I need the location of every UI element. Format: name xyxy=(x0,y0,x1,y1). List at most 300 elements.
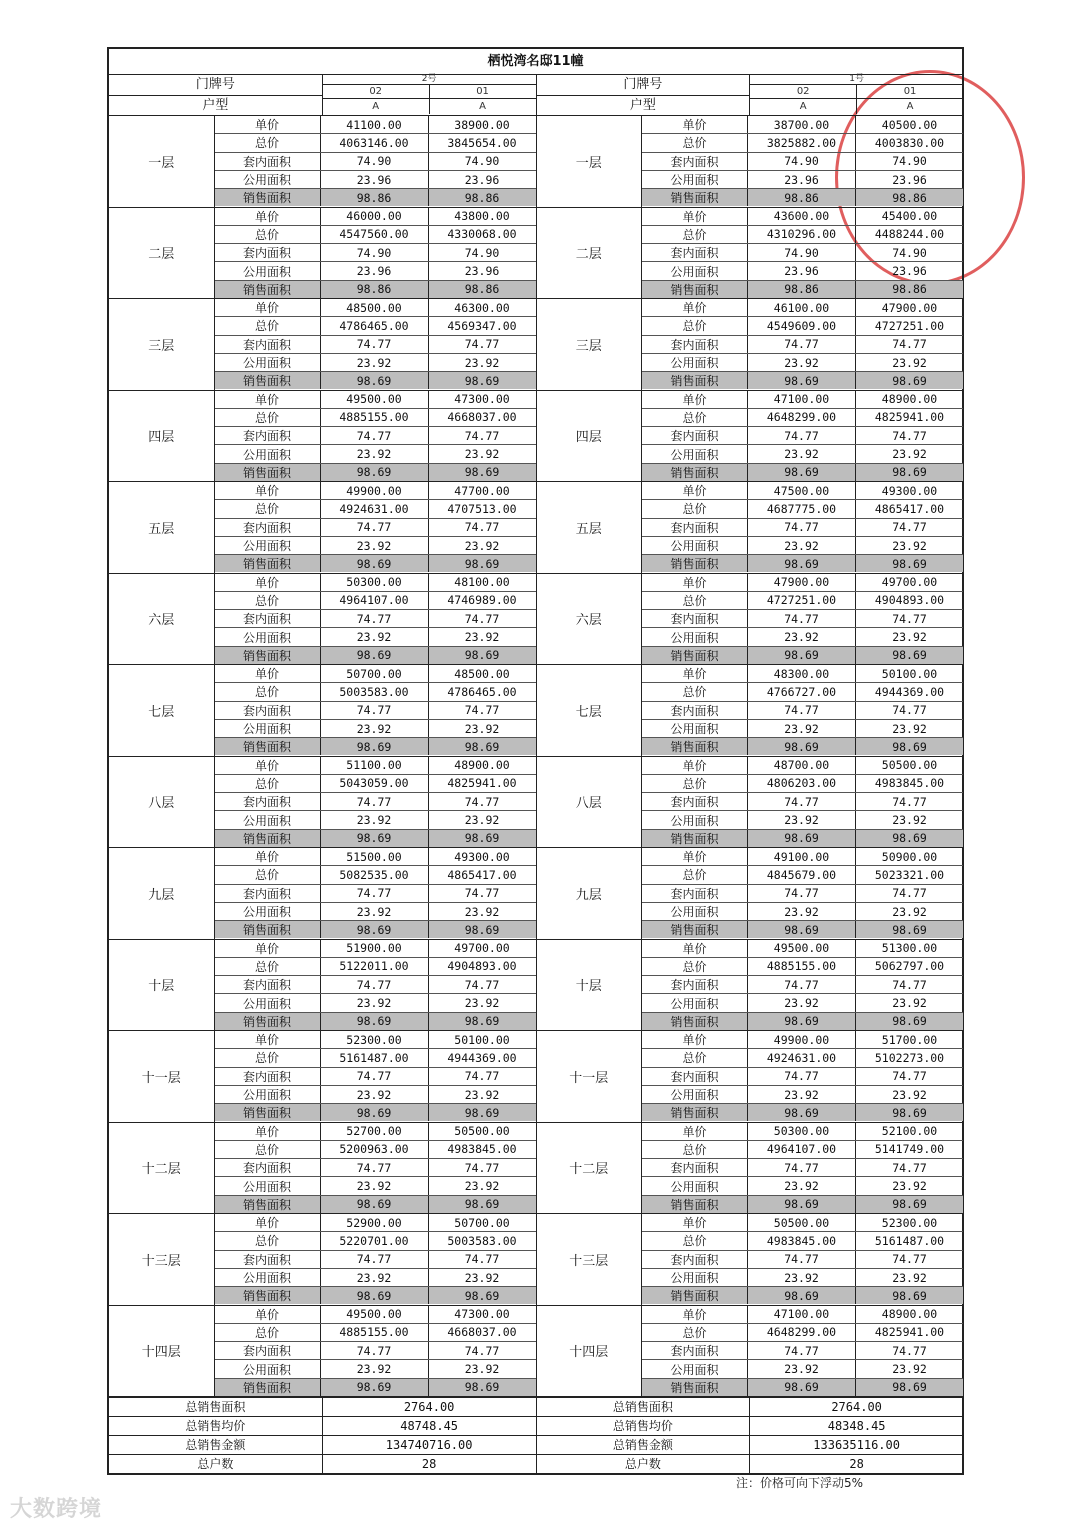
field-label: 单价 xyxy=(215,665,321,682)
cell-value: 4687775.00 xyxy=(766,501,837,516)
cell-value: 98.69 xyxy=(356,648,392,663)
table-row xyxy=(215,299,536,317)
cell-value: 23.92 xyxy=(855,1269,963,1286)
cell-value: 45400.00 xyxy=(855,208,963,225)
table-row xyxy=(215,921,536,938)
table-row xyxy=(642,464,963,481)
field-label: 公用面积 xyxy=(215,445,321,462)
floor-name: 八层 xyxy=(537,757,643,848)
table-row xyxy=(642,848,963,866)
table-row xyxy=(215,1379,536,1396)
field-label: 套内面积 xyxy=(642,793,748,810)
cell-value: 74.77 xyxy=(356,337,392,352)
floor-block xyxy=(109,574,536,666)
table-row xyxy=(215,1104,536,1121)
floor-block xyxy=(537,391,964,483)
floor-name: 六层 xyxy=(109,574,215,665)
field-label: 公用面积 xyxy=(642,171,748,188)
summary-value: 133635116.00 xyxy=(813,1438,900,1452)
cell-value: 23.92 xyxy=(356,721,392,736)
field-label: 销售面积 xyxy=(215,464,321,481)
cell-value: 23.92 xyxy=(855,445,963,462)
cell-value: 5141749.00 xyxy=(855,1141,963,1158)
cell-value: 4865417.00 xyxy=(428,866,536,883)
field-label: 单价 xyxy=(642,116,748,133)
summary-label: 总销售均价 xyxy=(537,1417,751,1435)
summary-value: 28 xyxy=(849,1457,864,1471)
cell-value: 98.69 xyxy=(428,464,536,481)
floor-name: 二层 xyxy=(109,208,215,299)
field-label: 总价 xyxy=(215,958,321,975)
field-label: 销售面积 xyxy=(642,281,748,298)
building-section xyxy=(109,75,536,1473)
floor-block xyxy=(109,299,536,391)
floor-block xyxy=(109,1306,536,1398)
cell-value: 50100.00 xyxy=(855,665,963,682)
cell-value: 23.92 xyxy=(855,1086,963,1103)
cell-value: 5043059.00 xyxy=(339,776,409,791)
cell-value: 74.90 xyxy=(784,245,819,260)
field-label: 总价 xyxy=(642,958,748,975)
cell-value: 98.86 xyxy=(784,190,819,205)
cell-value: 23.92 xyxy=(428,628,536,645)
field-label: 总价 xyxy=(215,134,321,151)
cell-value: 4648299.00 xyxy=(766,1325,837,1340)
field-label: 套内面积 xyxy=(215,336,321,353)
field-label: 套内面积 xyxy=(215,1342,321,1359)
table-row xyxy=(215,500,536,518)
cell-value: 38900.00 xyxy=(428,116,536,133)
building-header xyxy=(537,75,964,116)
field-label: 销售面积 xyxy=(642,189,748,206)
table-row xyxy=(642,1123,963,1141)
table-row xyxy=(215,793,536,811)
table-row xyxy=(642,592,963,610)
table-row xyxy=(642,921,963,938)
field-label: 公用面积 xyxy=(642,1269,748,1286)
field-label: 单价 xyxy=(642,757,748,774)
table-row xyxy=(642,1287,963,1304)
table-row xyxy=(642,702,963,720)
cell-value: 23.96 xyxy=(428,171,536,188)
floor-name: 六层 xyxy=(537,574,643,665)
cell-value: 74.77 xyxy=(356,886,392,901)
field-label: 总价 xyxy=(642,226,748,243)
building-number: 1号 xyxy=(750,75,963,85)
cell-value: 23.92 xyxy=(428,994,536,1011)
cell-value: 46000.00 xyxy=(346,209,402,224)
floor-name: 三层 xyxy=(537,299,643,390)
field-label: 总价 xyxy=(642,1049,748,1066)
summary-value: 2764.00 xyxy=(831,1400,882,1414)
floor-name: 十层 xyxy=(537,940,643,1031)
field-label: 公用面积 xyxy=(642,262,748,279)
table-row xyxy=(642,226,963,244)
cell-value: 74.90 xyxy=(428,153,536,170)
floor-name: 四层 xyxy=(537,391,643,482)
cell-value: 98.69 xyxy=(784,1105,819,1120)
table-row xyxy=(215,134,536,152)
table-row xyxy=(642,1196,963,1213)
table-row xyxy=(642,738,963,755)
floor-block xyxy=(109,757,536,849)
cell-value: 74.77 xyxy=(784,703,819,718)
table-row xyxy=(215,1177,536,1195)
floor-block xyxy=(109,940,536,1032)
cell-value: 23.92 xyxy=(855,628,963,645)
cell-value: 74.90 xyxy=(356,154,392,169)
field-label: 公用面积 xyxy=(642,628,748,645)
field-label: 套内面积 xyxy=(215,427,321,444)
field-label: 总价 xyxy=(642,592,748,609)
cell-value: 74.77 xyxy=(855,793,963,810)
summary-value: 134740716.00 xyxy=(385,1438,473,1452)
table-row xyxy=(215,994,536,1012)
cell-value: 52300.00 xyxy=(855,1214,963,1231)
cell-value: 74.90 xyxy=(855,153,963,170)
field-label: 总价 xyxy=(215,866,321,883)
floor-name: 三层 xyxy=(109,299,215,390)
field-label: 销售面积 xyxy=(642,1287,748,1304)
cell-value: 98.69 xyxy=(784,922,819,937)
cell-value: 98.86 xyxy=(428,281,536,298)
table-row xyxy=(642,1068,963,1086)
floor-block xyxy=(537,940,964,1032)
table-row xyxy=(642,153,963,171)
table-row xyxy=(642,665,963,683)
field-label: 销售面积 xyxy=(215,1287,321,1304)
table-row xyxy=(642,537,963,555)
cell-value: 43600.00 xyxy=(773,209,830,224)
cell-value: 74.77 xyxy=(428,976,536,993)
cell-value: 23.92 xyxy=(855,720,963,737)
cell-value: 98.69 xyxy=(855,1013,963,1030)
cell-value: 74.77 xyxy=(784,794,819,809)
table-row xyxy=(642,189,963,206)
cell-value: 23.92 xyxy=(356,630,392,645)
field-label: 单价 xyxy=(642,208,748,225)
cell-value: 23.92 xyxy=(784,904,819,919)
cell-value: 98.69 xyxy=(855,830,963,847)
cell-value: 74.77 xyxy=(428,336,536,353)
field-label: 销售面积 xyxy=(642,464,748,481)
table-row xyxy=(215,903,536,921)
table-row xyxy=(642,647,963,664)
field-label: 公用面积 xyxy=(215,1086,321,1103)
field-label: 销售面积 xyxy=(642,647,748,664)
cell-value: 74.77 xyxy=(428,1342,536,1359)
cell-value: 74.90 xyxy=(784,154,819,169)
table-row xyxy=(642,1232,963,1250)
unit-number: 01 xyxy=(429,85,536,98)
table-row xyxy=(642,683,963,701)
cell-value: 23.92 xyxy=(428,445,536,462)
cell-value: 51500.00 xyxy=(346,849,402,864)
price-note: 注：价格可向下浮动5% xyxy=(736,1476,864,1490)
field-label: 销售面积 xyxy=(215,647,321,664)
cell-value: 98.69 xyxy=(855,1104,963,1121)
field-label: 销售面积 xyxy=(642,555,748,572)
cell-value: 23.92 xyxy=(855,994,963,1011)
table-title: 栖悦湾名邸11幢 xyxy=(109,49,962,75)
cell-value: 47900.00 xyxy=(855,299,963,316)
table-row xyxy=(642,336,963,354)
cell-value: 4668037.00 xyxy=(428,1324,536,1341)
field-label: 单价 xyxy=(642,299,748,316)
cell-value: 4310296.00 xyxy=(766,227,837,242)
field-label: 销售面积 xyxy=(215,1196,321,1213)
summary-row xyxy=(109,1454,536,1473)
cell-value: 74.77 xyxy=(855,1068,963,1085)
cell-value: 98.69 xyxy=(784,465,819,480)
cell-value: 23.92 xyxy=(428,903,536,920)
table-row xyxy=(642,134,963,152)
field-label: 套内面积 xyxy=(642,153,748,170)
field-label: 套内面积 xyxy=(642,1159,748,1176)
field-label: 套内面积 xyxy=(642,610,748,627)
cell-value: 23.92 xyxy=(784,996,819,1011)
floor-name: 八层 xyxy=(109,757,215,848)
cell-value: 51700.00 xyxy=(855,1031,963,1048)
cell-value: 74.77 xyxy=(428,1251,536,1268)
field-label: 公用面积 xyxy=(642,1360,748,1377)
field-label: 销售面积 xyxy=(215,1379,321,1396)
cell-value: 4330068.00 xyxy=(428,226,536,243)
cell-value: 98.69 xyxy=(784,556,819,571)
field-label: 单价 xyxy=(642,848,748,865)
field-label: 套内面积 xyxy=(215,1068,321,1085)
cell-value: 74.77 xyxy=(428,427,536,444)
field-label: 总价 xyxy=(215,1141,321,1158)
cell-value: 74.77 xyxy=(855,519,963,536)
floor-name: 十三层 xyxy=(109,1214,215,1305)
cell-value: 23.92 xyxy=(356,1087,392,1102)
cell-value: 98.69 xyxy=(428,372,536,389)
cell-value: 23.92 xyxy=(855,354,963,371)
table-row xyxy=(642,1379,963,1396)
table-row xyxy=(642,1159,963,1177)
cell-value: 4648299.00 xyxy=(766,410,837,425)
cell-value: 48900.00 xyxy=(855,391,963,408)
table-row xyxy=(642,482,963,500)
summary-value: 2764.00 xyxy=(403,1400,455,1414)
cell-value: 5161487.00 xyxy=(339,1050,409,1065)
cell-value: 5023321.00 xyxy=(855,866,963,883)
table-row xyxy=(215,1306,536,1324)
field-label: 单价 xyxy=(642,1306,748,1323)
field-label: 单价 xyxy=(642,940,748,957)
table-row xyxy=(215,1196,536,1213)
cell-value: 23.92 xyxy=(428,1269,536,1286)
table-row xyxy=(642,610,963,628)
cell-value: 50300.00 xyxy=(773,1124,830,1139)
cell-value: 23.96 xyxy=(855,171,963,188)
cell-value: 98.69 xyxy=(784,1014,819,1029)
floor-name: 十层 xyxy=(109,940,215,1031)
cell-value: 49500.00 xyxy=(346,392,402,407)
field-label: 总价 xyxy=(215,683,321,700)
cell-value: 23.92 xyxy=(784,447,819,462)
cell-value: 98.69 xyxy=(356,1288,392,1303)
summary-label: 总户数 xyxy=(537,1455,751,1473)
floor-name: 九层 xyxy=(537,848,643,939)
cell-value: 74.77 xyxy=(855,610,963,627)
cell-value: 98.69 xyxy=(356,373,392,388)
unit-type: A xyxy=(429,99,536,114)
cell-value: 74.90 xyxy=(356,245,392,260)
cell-value: 4003830.00 xyxy=(855,134,963,151)
cell-value: 98.69 xyxy=(784,831,819,846)
cell-value: 74.77 xyxy=(428,885,536,902)
field-label: 套内面积 xyxy=(642,1068,748,1085)
table-row xyxy=(215,372,536,389)
cell-value: 4488244.00 xyxy=(855,226,963,243)
field-label: 总价 xyxy=(215,1049,321,1066)
cell-value: 98.69 xyxy=(784,1197,819,1212)
cell-value: 5082535.00 xyxy=(339,867,409,882)
floor-block xyxy=(537,1031,964,1123)
table-row xyxy=(215,757,536,775)
cell-value: 4944369.00 xyxy=(428,1049,536,1066)
table-row xyxy=(642,299,963,317)
table-row xyxy=(215,1031,536,1049)
table-row xyxy=(215,811,536,829)
floor-name: 五层 xyxy=(537,482,643,573)
table-row xyxy=(215,738,536,755)
cell-value: 46100.00 xyxy=(773,300,830,315)
floor-block xyxy=(537,665,964,757)
cell-value: 98.69 xyxy=(784,648,819,663)
summary-label: 总销售均价 xyxy=(109,1417,323,1435)
cell-value: 23.92 xyxy=(784,813,819,828)
cell-value: 51100.00 xyxy=(346,758,402,773)
cell-value: 98.86 xyxy=(855,189,963,206)
table-row xyxy=(642,793,963,811)
cell-value: 4825941.00 xyxy=(855,1324,963,1341)
field-label: 单价 xyxy=(215,848,321,865)
cell-value: 74.77 xyxy=(784,337,819,352)
floor-block xyxy=(109,1123,536,1215)
table-row xyxy=(215,830,536,847)
cell-value: 23.92 xyxy=(784,721,819,736)
cell-value: 49300.00 xyxy=(855,482,963,499)
cell-value: 23.96 xyxy=(428,262,536,279)
table-row xyxy=(215,409,536,427)
cell-value: 98.86 xyxy=(784,282,819,297)
cell-value: 98.69 xyxy=(356,465,392,480)
field-label: 单价 xyxy=(642,1031,748,1048)
cell-value: 23.92 xyxy=(428,354,536,371)
cell-value: 74.77 xyxy=(356,1160,392,1175)
table-row xyxy=(215,1269,536,1287)
cell-value: 98.69 xyxy=(855,738,963,755)
cell-value: 51300.00 xyxy=(855,940,963,957)
floor-name: 十四层 xyxy=(109,1306,215,1397)
table-row xyxy=(215,336,536,354)
floor-block xyxy=(109,116,536,208)
table-row xyxy=(215,720,536,738)
table-row xyxy=(642,866,963,884)
cell-value: 4707513.00 xyxy=(428,500,536,517)
summary-value: 48348.45 xyxy=(827,1419,886,1433)
table-row xyxy=(215,555,536,572)
table-row xyxy=(642,757,963,775)
cell-value: 98.69 xyxy=(428,555,536,572)
unit-type: A xyxy=(372,101,380,112)
cell-value: 4549609.00 xyxy=(766,318,837,333)
cell-value: 98.69 xyxy=(855,921,963,938)
table-row xyxy=(642,1086,963,1104)
table-row xyxy=(215,866,536,884)
table-row xyxy=(642,940,963,958)
field-label: 套内面积 xyxy=(215,244,321,261)
cell-value: 98.69 xyxy=(356,1014,392,1029)
table-row xyxy=(215,482,536,500)
table-row xyxy=(215,208,536,226)
cell-value: 4825941.00 xyxy=(855,409,963,426)
floor-name: 十三层 xyxy=(537,1214,643,1305)
table-row xyxy=(642,1049,963,1067)
unit-type: A xyxy=(799,101,807,112)
table-row xyxy=(215,702,536,720)
table-row xyxy=(642,1360,963,1378)
field-label: 公用面积 xyxy=(215,537,321,554)
table-row xyxy=(642,574,963,592)
table-row xyxy=(215,189,536,206)
cell-value: 23.92 xyxy=(855,903,963,920)
cell-value: 23.96 xyxy=(855,262,963,279)
field-label: 单价 xyxy=(215,574,321,591)
field-label: 总价 xyxy=(642,683,748,700)
table-row xyxy=(642,281,963,298)
cell-value: 41100.00 xyxy=(346,117,402,132)
floor-name: 五层 xyxy=(109,482,215,573)
cell-value: 4569347.00 xyxy=(428,317,536,334)
table-row xyxy=(642,976,963,994)
cell-value: 4885155.00 xyxy=(339,410,409,425)
floor-block xyxy=(109,848,536,940)
field-label: 销售面积 xyxy=(215,921,321,938)
summary-row xyxy=(537,1416,964,1435)
cell-value: 74.77 xyxy=(784,886,819,901)
floor-name: 十一层 xyxy=(109,1031,215,1122)
cell-value: 4944369.00 xyxy=(855,683,963,700)
cell-value: 98.69 xyxy=(428,1287,536,1304)
table-row xyxy=(215,244,536,262)
unit-type-label: 户型 xyxy=(109,95,322,115)
field-label: 公用面积 xyxy=(215,1177,321,1194)
cell-value: 74.77 xyxy=(855,702,963,719)
field-label: 销售面积 xyxy=(215,738,321,755)
table-row xyxy=(642,1013,963,1030)
cell-value: 23.96 xyxy=(356,172,392,187)
cell-value: 74.77 xyxy=(428,1068,536,1085)
cell-value: 40500.00 xyxy=(855,116,963,133)
field-label: 套内面积 xyxy=(642,702,748,719)
table-row xyxy=(642,555,963,572)
floor-block xyxy=(109,1031,536,1123)
field-label: 总价 xyxy=(215,226,321,243)
cell-value: 5122011.00 xyxy=(339,959,409,974)
cell-value: 4924631.00 xyxy=(766,1050,837,1065)
table-row xyxy=(642,628,963,646)
cell-value: 74.77 xyxy=(855,885,963,902)
cell-value: 74.77 xyxy=(356,794,392,809)
field-label: 套内面积 xyxy=(642,1342,748,1359)
field-label: 套内面积 xyxy=(215,519,321,536)
watermark-logo: 大数跨境 xyxy=(10,1497,103,1522)
summary-label: 总户数 xyxy=(109,1455,323,1473)
